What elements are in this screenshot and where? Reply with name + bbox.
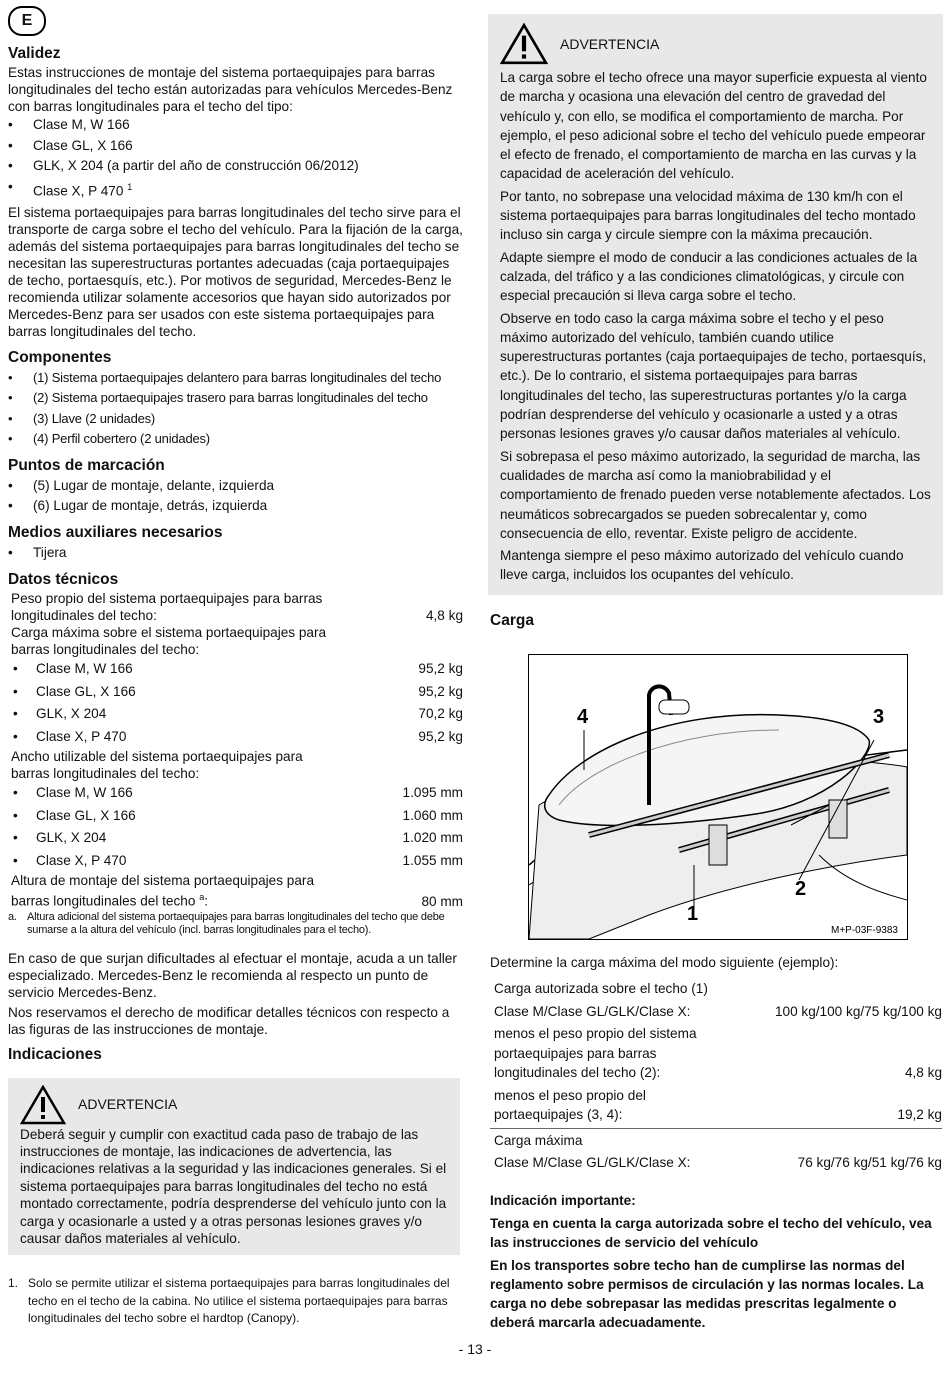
warning-paragraph: La carga sobre el techo ofrece una mayor superficie expuesta al viento de marcha y ocasiona una elevación del centro de gravedad del vehículo y, con ello, se modifica el comportamiento de marcha. Por ejemplo, el peso adicional sobre el techo del vehículo puede empeorar el efecto de frenado, el comportamiento de marcha en las curvas y la capacidad de aceleración del vehículo. <box>500 70 927 182</box>
warning-paragraph: Por tanto, no sobrepase una velocidad máxima de 130 km/h con el sistema portaequipajes para barras longitudinales del techo montado incluso sin carga y circule siempre con la máxima precaución. <box>500 188 916 243</box>
list-item: • (4) Perfil cobertero (2 unidades) <box>8 429 463 450</box>
warning-paragraph: Mantenga siempre el peso máximo autorizado del vehículo cuando lleve carga, incluidos los ocupantes del vehículo. <box>500 548 904 583</box>
tech-label: • Clase X, P 470 <box>11 726 126 749</box>
list-item: • Tijera <box>8 543 463 564</box>
calc-label: Clase M/Clase GL/GLK/Clase X: <box>494 1003 691 1019</box>
left-column <box>8 0 463 1328</box>
footnote-ref: 1 <box>127 181 133 192</box>
indicaciones-heading: Indicaciones <box>8 1045 102 1063</box>
warning-triangle-icon <box>20 1085 66 1125</box>
tech-label: • Clase GL, X 166 <box>11 681 136 704</box>
footnote-number: 1. <box>8 1276 19 1291</box>
tech-row <box>11 827 463 850</box>
validez-heading: Validez <box>8 45 61 62</box>
calc-value: 100 kg/100 kg/75 kg/100 kg <box>774 1003 942 1019</box>
tech-data <box>11 590 463 910</box>
puntos-heading: Puntos de marcación <box>8 456 165 474</box>
calc-row <box>490 1131 942 1151</box>
figure-label: 3 <box>873 706 885 728</box>
calc-row <box>490 1086 942 1125</box>
footnote-ref: a <box>199 892 205 903</box>
list-item: • (3) Llave (2 unidades) <box>8 409 463 430</box>
footnote-a <box>8 911 463 937</box>
calc-label: Clase M/Clase GL/GLK/Clase X: <box>494 1155 691 1170</box>
warning-paragraph: Observe en todo caso la carga máxima sobre el techo y el peso máximo autorizado del vehículo, también cuando utilice superestructuras portantes (caja portaequipajes de techo, portaesquís, etc.). De lo contrario, el sistema portaequipajes para barras longitudinales del techo, las superestructuras portantes y/o la carga podrían desprenderse del vehículo y ocasionarle a usted y a otras personas lesiones graves y/o causar daños materiales al vehículo. <box>500 310 927 442</box>
calc-label: menos el peso propio del sistema portaequipajes para barras longitudinales del techo (2): <box>494 1026 697 1080</box>
language-badge: E <box>8 6 46 36</box>
warning-header <box>20 1084 448 1126</box>
right-column <box>488 14 943 631</box>
car-roof-rack-drawing <box>529 655 907 939</box>
calc-label: Carga máxima <box>494 1132 583 1148</box>
page-number: - 13 - <box>458 1341 492 1357</box>
warning-text: Deberá seguir y cumplir con exactitud cada paso de trabajo de las instrucciones de montaje, las indicaciones de advertencia, las indicaciones relativas a la seguridad y las indicaciones generales. Si el sistema portaequipajes para barras longitudinales del techo no está montado correctamente, podría desprenderse del vehículo junto con la carga y ocasionarle a usted y a otras personas lesiones graves y/o causar daños materiales al vehículo. <box>20 1126 447 1246</box>
warning-box <box>488 14 943 595</box>
tech-value: 1.055 mm <box>402 852 463 868</box>
medios-heading: Medios auxiliares necesarios <box>8 523 223 541</box>
tech-value: 95,2 kg <box>418 661 463 677</box>
tech-row <box>11 658 463 681</box>
calc-label: Carga autorizada sobre el techo (1) <box>494 981 708 996</box>
calc-value: 19,2 kg <box>897 1107 942 1122</box>
tech-label: Carga máxima sobre el sistema portaequipajes para barras longitudinales del techo: <box>11 625 327 658</box>
figure-label: 2 <box>795 878 807 900</box>
tech-value: 1.020 mm <box>402 830 463 846</box>
list-item: • (1) Sistema portaequipajes delantero para barras longitudinales del techo <box>8 368 463 389</box>
tech-label: Ancho utilizable del sistema portaequipajes para barras longitudinales del techo: <box>11 749 303 782</box>
tech-row <box>11 872 463 910</box>
tech-value: 70,2 kg <box>418 706 463 722</box>
validez-intro: Estas instrucciones de montaje del sistema portaequipajes para barras longitudinales del techo están autorizadas para vehículos Mercedes-Benz con barras longitudinales para el techo del tipo: <box>8 65 453 114</box>
footnote-letter: a. <box>8 910 17 923</box>
warning-triangle-icon <box>500 22 548 66</box>
calc-value: 4,8 kg <box>904 1065 942 1080</box>
roof-rack-illustration <box>528 654 908 940</box>
importante-text: En los transportes sobre techo han de cumplirse las normas del reglamento sobre permisos de circulación y las normas locales. La carga no debe sobrepasar las medidas prescritas legalmente o deberá marcarla adecuadamente. <box>490 1257 924 1330</box>
calc-row <box>490 1024 942 1083</box>
tech-value: 95,2 kg <box>418 683 463 699</box>
figure-code: M+P-03F-9383 <box>831 925 898 936</box>
tech-label: Altura de montaje del sistema portaequipajes para barras longitudinales del techo $^a$: <box>11 873 315 909</box>
tech-label: Peso propio del sistema portaequipajes para barras longitudinales del techo: <box>11 591 323 624</box>
calc-row <box>490 979 942 999</box>
tech-label: • Clase M, W 166 <box>11 782 133 805</box>
calc-row <box>490 1153 942 1173</box>
footnote-text: Altura adicional del sistema portaequipajes para barras longitudinales del techo que debe sumarse a la altura del vehículo (incl. barras longitudinales para el techo). <box>27 910 445 936</box>
tech-row <box>11 590 463 624</box>
footnote-text: Solo se permite utilizar el sistema portaequipajes para barras longitudinales del techo en el techo de la cabina. No utilice el sistema portaequipajes para barras longitudinales del techo sobre el hardtop (Canopy). <box>28 1276 450 1326</box>
warning-label: ADVERTENCIA <box>560 35 660 52</box>
footnote-1 <box>8 1275 463 1328</box>
model-label: Clase X, P 470 <box>33 183 124 199</box>
componentes-heading: Componentes <box>8 348 112 366</box>
tech-value: 80 mm <box>421 893 463 909</box>
model-item <box>8 177 463 202</box>
tech-value: 4,8 kg <box>425 608 463 624</box>
calc-label: menos el peso propio del portaequipajes (3, 4): <box>494 1087 646 1122</box>
warning-label: ADVERTENCIA <box>78 1096 178 1113</box>
warning-header <box>500 20 931 68</box>
list-item: • (5) Lugar de montaje, delante, izquierda <box>8 476 463 497</box>
importante-heading: Indicación importante: <box>490 1192 636 1208</box>
tech-row <box>11 681 463 704</box>
warning-paragraph: Adapte siempre el modo de conducir a las condiciones actuales de la calzada, del tráfico y a las condiciones climatológicas, y circule con especial precaución si lleva carga sobre el techo. <box>500 249 918 304</box>
list-item: • (6) Lugar de montaje, detrás, izquierda <box>8 496 463 517</box>
tech-value: 1.060 mm <box>402 807 463 823</box>
puntos-list <box>8 476 463 517</box>
determine-text: Determine la carga máxima del modo siguiente (ejemplo): <box>490 955 839 970</box>
warning-paragraph: Si sobrepasa el peso máximo autorizado, la seguridad de marcha, las cualidades de marcha así como la maniobrabilidad y el comportamiento de frenado pueden verse notablemente afectados. Los neumáticos sobrecargados se pueden sobrecalentar y, como consecuencia de ello, reventar. Existe peligro de accidente. <box>500 448 931 541</box>
carga-section <box>490 954 943 1332</box>
tech-row <box>11 782 463 805</box>
calc-separator <box>490 1128 942 1129</box>
warning-box <box>8 1078 460 1256</box>
carga-heading: Carga <box>490 611 534 629</box>
dificultades-text: En caso de que surjan dificultades al efectuar el montaje, acuda a un taller especializado. Mercedes-Benz le recomienda al respecto un punto de servicio Mercedes-Benz. <box>8 950 457 1000</box>
tech-value: 95,2 kg <box>418 728 463 744</box>
tech-label: • Clase X, P 470 <box>11 850 126 873</box>
tech-label: • GLK, X 204 <box>11 827 106 850</box>
tech-value: 1.095 mm <box>402 785 463 801</box>
medios-list <box>8 543 463 564</box>
calc-row <box>490 1002 942 1022</box>
figure-label: 1 <box>687 903 699 925</box>
calc-table <box>490 979 942 1173</box>
tech-label: • GLK, X 204 <box>11 703 106 726</box>
reservamos-text: Nos reservamos el derecho de modificar detalles técnicos con respecto a las figuras de las instrucciones de montaje. <box>8 1004 450 1037</box>
model-item: • Clase M, W 166 <box>8 115 463 136</box>
importante-text: Tenga en cuenta la carga autorizada sobre el techo del vehículo, vea las instrucciones de servicio del vehículo <box>490 1215 932 1250</box>
model-item: • GLK, X 204 (a partir del año de construcción 06/2012) <box>8 156 463 177</box>
calc-value: 76 kg/76 kg/51 kg/76 kg <box>797 1155 942 1170</box>
models-list <box>8 115 463 202</box>
tech-row <box>11 703 463 726</box>
figure-label: 4 <box>577 706 589 728</box>
tech-row <box>11 850 463 873</box>
tech-row <box>11 805 463 828</box>
model-item: • Clase GL, X 166 <box>8 136 463 157</box>
tech-label: • Clase M, W 166 <box>11 658 133 681</box>
componentes-list <box>8 368 463 450</box>
altura-label: Altura de montaje del sistema portaequipajes para barras longitudinales del techo <box>11 873 315 909</box>
validez-body: El sistema portaequipajes para barras longitudinales del techo sirve para el transporte de carga sobre el techo del vehículo. Para la fijación de la carga, además del sistema portaequipajes para barras longitudinales del techo se necesitan las superestructuras portantes adecuadas (caja portaequipajes de techo, portaesquís, etc.). Por motivos de seguridad, Mercedes-Benz le recomienda utilizar solamente accesorios que hayan sido autorizados por Mercedes-Benz para ser usados con este sistema portaequipajes para barras longitudinales del techo. <box>8 204 463 339</box>
list-item: • (2) Sistema portaequipajes trasero para barras longitudinales del techo <box>8 388 463 409</box>
tech-row <box>11 726 463 749</box>
tech-label: • Clase GL, X 166 <box>11 805 136 828</box>
datos-heading: Datos técnicos <box>8 571 119 589</box>
